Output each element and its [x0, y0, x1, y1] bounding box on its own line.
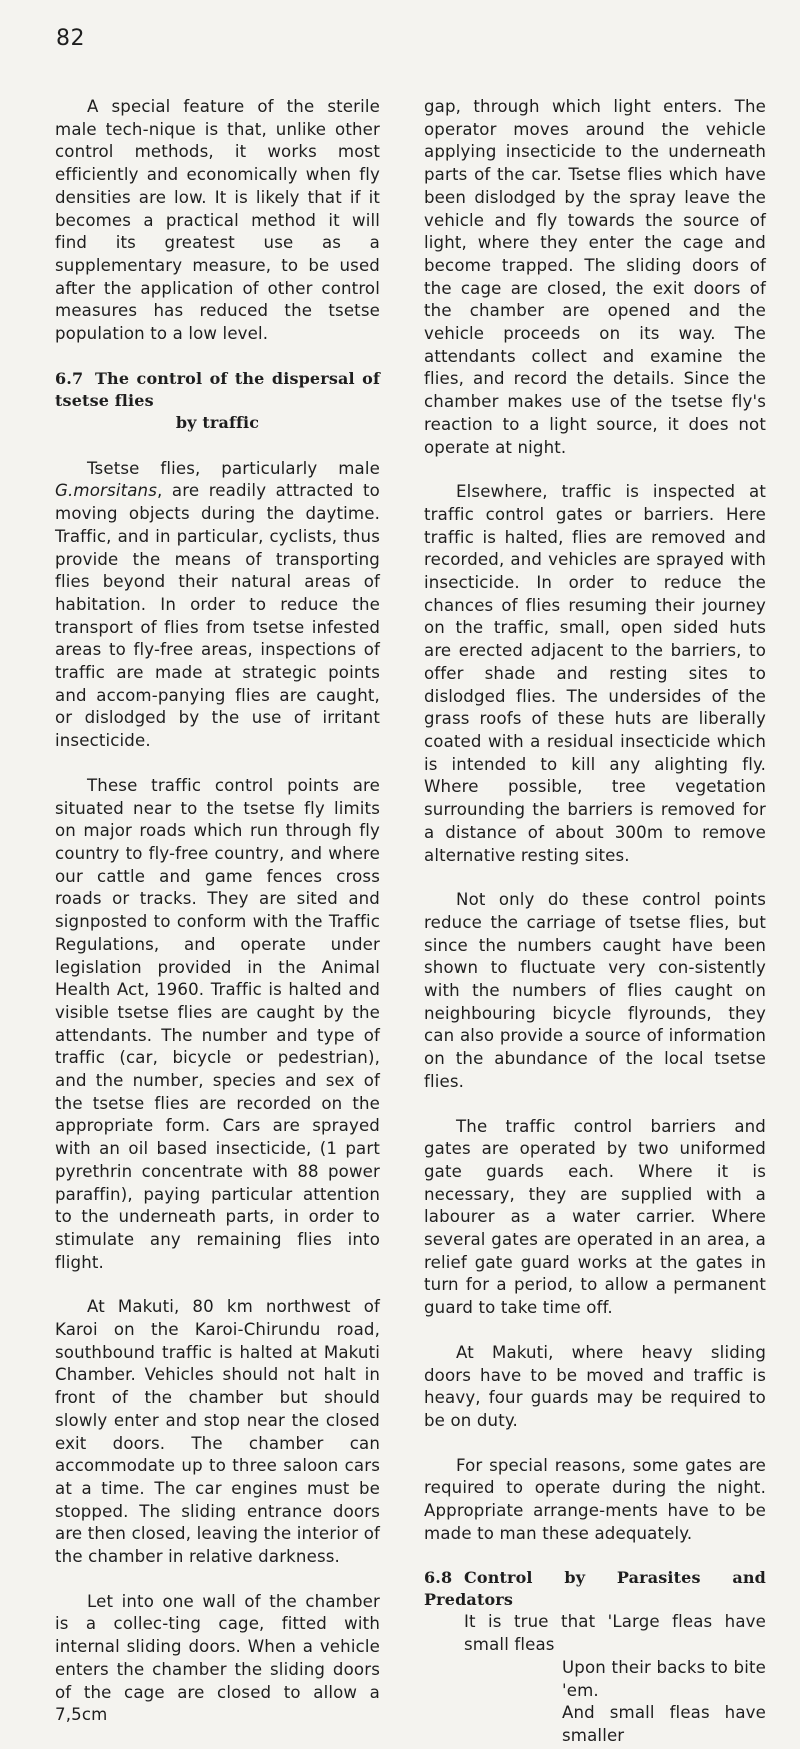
paragraph: Elsewhere, traffic is inspected at traffic control gates or barriers. Here traffic is halted, flies are removed and recorded, and vehicles are sprayed with insecticide. In order to reduce the chances of flies resuming their journey on the traffic, small, open sided huts are erected adjacent to the barriers, to offer shade and resting sites to dislodged flies. The undersides of the grass roofs of these huts are liberally coated with a residual insecticide which is intended to kill any alighting fly. Where possible, tree vegetation surrounding the barriers is removed for a distance of about 300m to remove alternative resting sites. [424, 482, 766, 865]
verse-line: And small fleas have smaller [562, 1703, 766, 1745]
section-title: Control by Parasites and Predators [424, 1568, 766, 1610]
paragraph: For special reasons, some gates are required to operate during the night. Appropriate arrange-ments have to be made to man these adequately. [424, 1455, 766, 1543]
section-number: 6.8 [424, 1568, 453, 1588]
paragraph: A special feature of the sterile male tech-nique is that, unlike other control methods, it works most efficiently and economically when fly densities are low. It is likely that if it becomes a practical method it will find its greatest use as a supplementary measure, to be used after the application of other control measures has reduced the tsetse population to a low level. [55, 97, 380, 344]
page-number: 82 [56, 26, 85, 51]
section-title-continued: by traffic [175, 412, 260, 432]
paragraph [55, 458, 380, 753]
verse-line: It is true that 'Large fleas have small fleas [464, 1612, 766, 1655]
paragraph: gap, through which light enters. The operator moves around the vehicle applying insecticide to the underneath parts of the car. Tsetse flies which have been dislodged by the spray leave the vehicle and fly towards the source of light, where they enter the cage and become trapped. The sliding doors of the cage are closed, the exit doors of the chamber are opened and the vehicle proceeds on its way. The attendants collect and examine the flies, and record the details. Since the chamber makes use of the tsetse fly's reaction to a light source, it does not operate at night. [424, 97, 766, 457]
section-number: 6.7 [55, 368, 84, 388]
section-heading-6-7 [55, 368, 380, 434]
species-name: G.morsitans [55, 481, 158, 501]
section-title: The control of the dispersal of tsetse flies [55, 368, 380, 410]
paragraph-text: Tsetse flies, particularly male [87, 458, 380, 478]
paragraph: At Makuti, 80 km northwest of Karoi on the Karoi-Chirundu road, southbound traffic is halted at Makuti Chamber. Vehicles should not halt in front of the chamber but should slowly enter and stop near the closed exit doors. The chamber can accommodate up to three saloon cars at a time. The car engines must be stopped. The sliding entrance doors are then closed, leaving the interior of the chamber in relative darkness. [55, 1297, 380, 1567]
paragraph: Let into one wall of the chamber is a collec-ting cage, fitted with internal sliding doors. When a vehicle enters the chamber the sliding doors of the cage are closed to allow a 7,5cm [55, 1591, 380, 1725]
paragraph: The traffic control barriers and gates are operated by two uniformed gate guards each. Where it is necessary, they are supplied with a labourer as a water carrier. Where several gates are operated in an area, a relief gate guard works at the gates in turn for a period, to allow a permanent guard to take time off. [424, 1116, 766, 1318]
verse-line: Upon their backs to bite 'em. [562, 1657, 766, 1700]
quoted-verse [424, 1611, 766, 1747]
paragraph-text: , are readily attracted to moving objects during the daytime. Traffic, and in particular, cyclists, thus provide the means of transporting flies beyond their natural areas of habitation. In order to reduce the transport of flies from tsetse infested areas to fly-free areas, inspections of traffic are made at strategic points and accom-panying flies are caught, or dislodged by the use of irritant insecticide. [55, 481, 380, 751]
paragraph: At Makuti, where heavy sliding doors have to be moved and traffic is heavy, four guards may be required to be on duty. [424, 1342, 766, 1430]
section-heading-6-8 [424, 1567, 766, 1611]
paragraph: Not only do these control points reduce the carriage of tsetse flies, but since the numbers caught have been shown to fluctuate very con-sistently with the numbers of flies caught on neighbouring bicycle flyrounds, they can also provide a source of information on the abundance of the local tsetse flies. [424, 890, 766, 1091]
paragraph: These traffic control points are situated near to the tsetse fly limits on major roads which run through fly country to fly-free country, and where our cattle and game fences cross roads or tracks. They are sited and signposted to conform with the Traffic Regulations, and operate under legislation provided in the Animal Health Act, 1960. Traffic is halted and visible tsetse flies are caught by the attendants. The number and type of traffic (car, bicycle or pedestrian), and the number, species and sex of the tsetse flies are recorded on the appropriate form. Cars are sprayed with an oil based insecticide, (1 part pyrethrin concentrate with 88 power paraffin), paying particular attention to the underneath parts, in order to stimulate any remaining flies into flight. [55, 775, 380, 1272]
right-column [424, 96, 766, 1748]
left-column [55, 96, 380, 1749]
